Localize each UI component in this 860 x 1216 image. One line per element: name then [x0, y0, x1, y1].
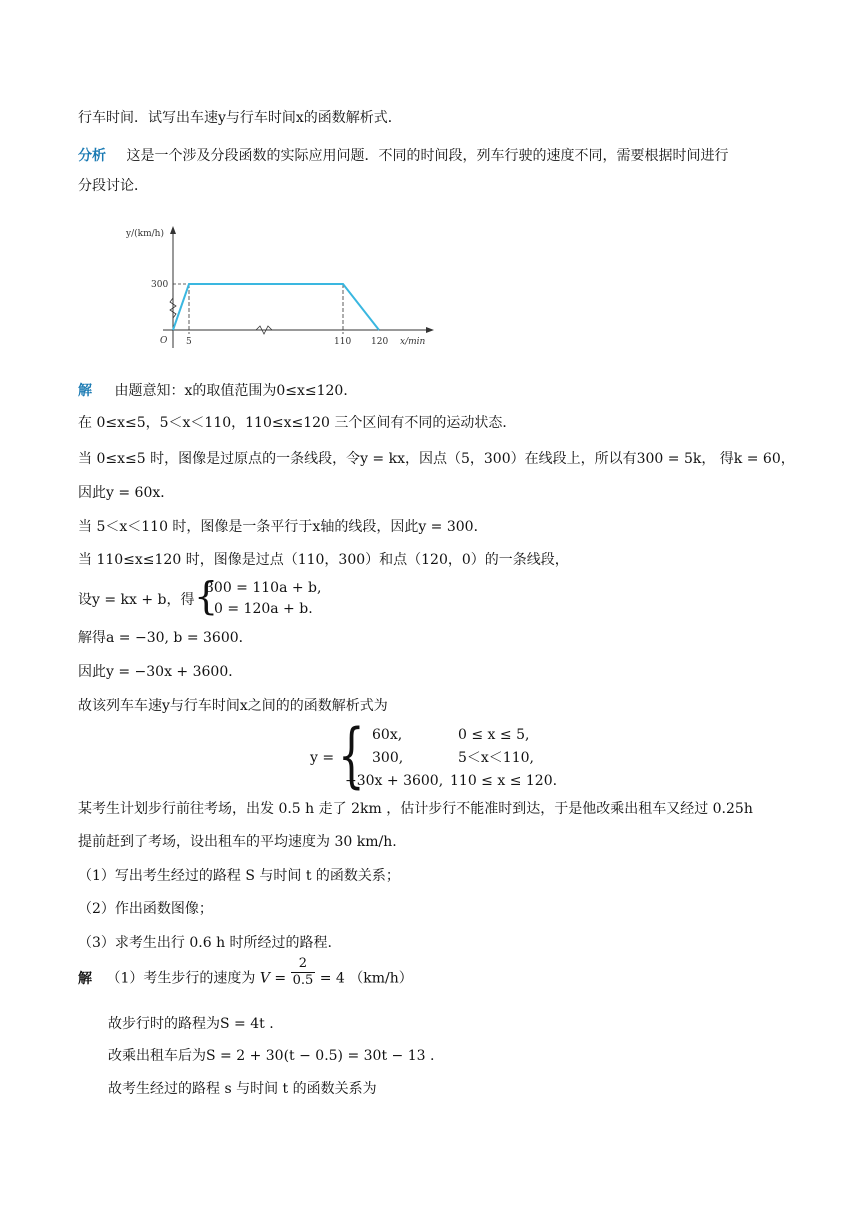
system-brace: { — [194, 574, 219, 618]
solution2-line-3: 改乘出租车后为S = 2 + 30(t − 0.5) = 30t − 13 . — [108, 1048, 435, 1064]
fraction-denominator: 0.5 — [292, 973, 314, 988]
velocity-rhs: = 4 — [319, 970, 345, 987]
x-axis-label: x/min — [400, 337, 426, 347]
analysis-line-1 — [78, 146, 728, 166]
solution1-line-10: 故该列车车速y与行车时间x之间的的函数解析式为 — [78, 698, 388, 714]
y-tick-300: 300 — [151, 280, 169, 290]
problem2-line-2: 提前赶到了考场，设出租车的平均速度为 30 km/h. — [78, 834, 397, 850]
system-eq-1: 300 = 110a + b, — [205, 580, 322, 596]
solution1-line-9: 因此y = −30x + 3600． — [78, 664, 243, 680]
piece-expr-3: −30x + 3600, — [345, 773, 444, 789]
solution1-line-4: 因此y = 60x． — [78, 485, 175, 501]
solution1-line-6: 当 110≤x≤120 时，图像是过点（110，300）和点（120，0）的一条线段， — [78, 552, 569, 568]
problem2-line-1: 某考生计划步行前往考场，出发 0.5 h 走了 2km ，估计步行不能准时到达，于是他改乘出租车又经过 0.25h — [78, 801, 753, 817]
y-axis-label: y/(km/h) — [126, 229, 164, 239]
solution1-text-1: 由题意知：x的取值范围为0≤x≤120． — [114, 383, 358, 399]
speed-time-graph — [118, 222, 440, 352]
solution1-label: 解 — [78, 383, 92, 399]
velocity-fraction — [291, 956, 316, 989]
problem2-q1: （1）写出考生经过的路程 S 与时间 t 的函数关系； — [78, 868, 400, 884]
piece-expr-1: 60x, — [372, 727, 403, 743]
analysis-text-1: 这是一个涉及分段函数的实际应用问题．不同的时间段，列车行驶的速度不同，需要根据时间进行 — [126, 148, 729, 164]
fraction-numerator: 2 — [291, 956, 316, 973]
system-eq-2: 0 = 120a + b. — [214, 601, 313, 617]
solution2-line-4: 故考生经过的路程 s 与时间 t 的函数关系为 — [108, 1081, 377, 1097]
analysis-label: 分析 — [78, 148, 106, 164]
intro-line: 行车时间．试写出车速y与行车时间x的函数解析式． — [78, 110, 402, 126]
solution2-label: 解 — [78, 970, 92, 987]
problem2-q2: （2）作出函数图像； — [78, 901, 213, 917]
x-tick-120: 120 — [371, 337, 389, 347]
velocity-lhs: V = — [259, 970, 287, 987]
solution2-line-1 — [78, 956, 413, 989]
x-tick-5: 5 — [186, 337, 192, 347]
piece-cond-2: 5＜x＜110, — [458, 750, 534, 766]
piece-cond-3: 110 ≤ x ≤ 120. — [450, 773, 558, 789]
solution1-line-3: 当 0≤x≤5 时，图像是过原点的一条线段，令y = kx，因点（5，300）在线段上，所以有300 = 5k， 得k = 60， — [78, 451, 795, 467]
piecewise-brace: { — [338, 714, 365, 796]
solution1-line-5: 当 5＜x＜110 时，图像是一条平行于x轴的线段，因此y = 300． — [78, 519, 488, 535]
x-tick-110: 110 — [334, 337, 352, 347]
piecewise-y: y = — [310, 750, 335, 766]
problem2-q3: （3）求考生出行 0.6 h 时所经过的路程. — [78, 935, 332, 951]
speed-function-line — [173, 284, 379, 330]
solution1-line-8: 解得a = −30, b = 3600． — [78, 630, 253, 646]
x-axis-arrow — [426, 327, 434, 333]
solution1-line-1 — [78, 381, 357, 401]
solution1-line-2: 在 0≤x≤5，5＜x＜110，110≤x≤120 三个区间有不同的运动状态． — [78, 415, 517, 431]
solution2-prefix: （1）考生步行的速度为 — [106, 970, 256, 987]
solution1-line-7: 设y = kx + b，得 — [78, 592, 195, 608]
origin-label: O — [160, 336, 168, 346]
piece-expr-2: 300, — [372, 750, 404, 766]
analysis-text-2: 分段讨论． — [78, 178, 148, 194]
velocity-unit: （km/h） — [349, 970, 413, 987]
solution2-line-2: 故步行时的路程为S = 4t . — [108, 1016, 274, 1032]
piece-cond-1: 0 ≤ x ≤ 5, — [458, 727, 530, 743]
y-axis-arrow — [170, 226, 176, 234]
